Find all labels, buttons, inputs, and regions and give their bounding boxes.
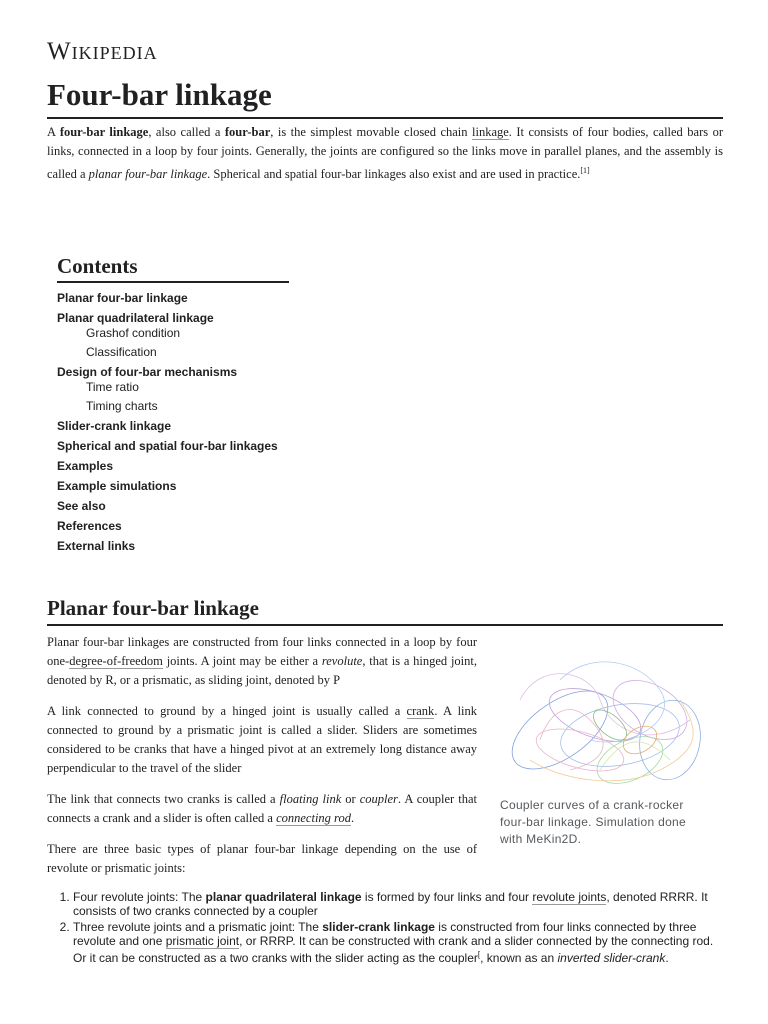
- paragraph: The link that connects two cranks is called a floating link or coupler. A coupler that connects a crank and a slider is often called a connecting rod.: [47, 792, 477, 825]
- coupler-curves-image[interactable]: [500, 640, 710, 795]
- toc-item[interactable]: Spherical and spatial four-bar linkages: [57, 439, 278, 453]
- toc-item[interactable]: Slider-crank linkage: [57, 419, 172, 433]
- toc-item[interactable]: See also: [57, 499, 106, 513]
- coupler-curves-figure: [500, 640, 710, 848]
- section-body: [47, 633, 477, 890]
- toc-item[interactable]: Planar quadrilateral linkage Grashof condition Classification: [57, 311, 289, 359]
- linkage-link[interactable]: linkage: [472, 125, 509, 139]
- prismatic-joint-link[interactable]: prismatic joint: [165, 934, 240, 948]
- toc-item[interactable]: Design of four-bar mechanisms Time ratio Timing charts: [57, 365, 289, 413]
- joint-types-list: [47, 890, 723, 967]
- toc-subitem[interactable]: Timing charts: [86, 399, 158, 413]
- section-heading: Planar four-bar linkage: [47, 596, 259, 620]
- toc-divider: [57, 281, 289, 283]
- toc-item[interactable]: Planar four-bar linkage: [57, 291, 188, 305]
- wikipedia-wordmark[interactable]: Wikipedia: [47, 38, 158, 65]
- connecting-rod-link[interactable]: connecting rod: [276, 811, 351, 825]
- page-title: Four-bar linkage: [47, 77, 272, 112]
- crank-link[interactable]: crank: [406, 704, 435, 718]
- revolute-joints-link[interactable]: revolute joints: [532, 890, 607, 904]
- title-divider: [47, 117, 723, 119]
- toc-title: Contents: [57, 254, 138, 278]
- toc-subitem[interactable]: Classification: [86, 345, 157, 359]
- list-item: 2. Three revolute joints and a prismatic joint: The slider-crank linkage is constructed from four links connected by three revolute and one prismatic joint, or RRRP. It can be constructed with crank and a slider connected by the connecting rod. Or it can be constructed as a two cranks with the slider acting as the coupler[, known as an inverted slider-crank.: [73, 920, 723, 965]
- section-divider: [47, 624, 723, 626]
- figure-caption: Coupler curves of a crank-rocker four-bar linkage. Simulation done with MeKin2D.: [500, 798, 687, 846]
- toc-item[interactable]: References: [57, 519, 122, 533]
- reference-1[interactable]: [1]: [580, 166, 590, 175]
- toc-subitem[interactable]: Time ratio: [86, 380, 139, 394]
- toc-item[interactable]: Example simulations: [57, 479, 177, 493]
- toc-item[interactable]: External links: [57, 539, 136, 553]
- paragraph: A link connected to ground by a hinged joint is usually called a crank. A link connected to ground by a prismatic joint is called a slider. Sliders are sometimes considered to be cranks that have a hinged pivot at an extremely long distance away perpendicular to the travel of the slider: [47, 704, 478, 775]
- intro-paragraph: A four-bar linkage, also called a four-bar, is the simplest movable closed chain linkage. It consists of four bodies, called bars or links, connected in a loop by four joints. Generally, the joints are configured so the links move in parallel planes, and the assembly is called a planar four-bar linkage. Spherical and spatial four-bar linkages also exist and are used in practice.[1]: [47, 125, 723, 182]
- toc-subitem[interactable]: Grashof condition: [86, 326, 181, 340]
- table-of-contents: [57, 254, 289, 559]
- reference-marker[interactable]: [: [477, 950, 481, 959]
- toc-item[interactable]: Examples: [57, 459, 114, 473]
- degree-of-freedom-link[interactable]: degree-of-freedom: [69, 654, 163, 668]
- paragraph: Planar four-bar linkages are constructed from four links connected in a loop by four one-degree-of-freedom joints. A joint may be either a revolute, that is a hinged joint, denoted by R, or a prismatic, as sliding joint, denoted by P: [47, 635, 477, 687]
- list-item: 1. Four revolute joints: The planar quadrilateral linkage is formed by four links and four revolute joints, denoted RRRR. It consists of two cranks connected by a coupler: [73, 890, 723, 918]
- paragraph: There are three basic types of planar four-bar linkage depending on the use of revolute or prismatic joints:: [47, 842, 477, 875]
